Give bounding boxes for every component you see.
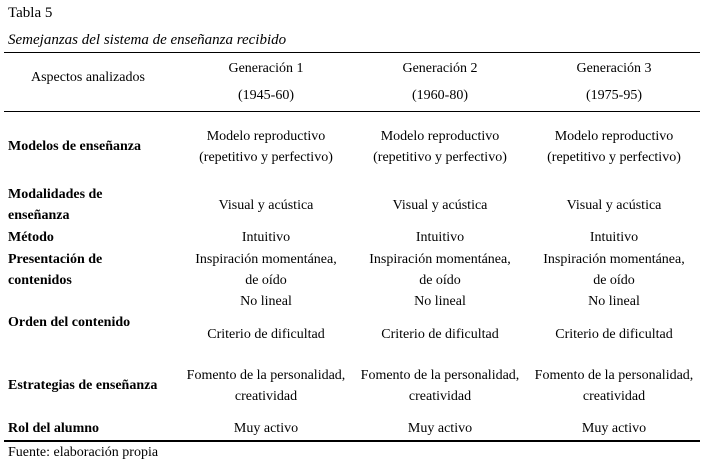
label-line: Presentación de: [8, 252, 103, 267]
cell-modelos-g3: [528, 126, 700, 168]
cell-text: Inspiración momentánea,: [369, 252, 511, 267]
label-line: contenidos: [8, 273, 72, 288]
table-source: Fuente: elaboración propia: [8, 445, 159, 460]
cell-orden-g3: Criterio de dificultad: [555, 327, 673, 342]
generation-2-years: (1960-80): [412, 88, 468, 103]
generation-3-name: Generación 3: [576, 61, 652, 76]
cell-text: creatividad: [408, 389, 472, 404]
top-rule: [4, 52, 700, 53]
cell-orden-g1: Criterio de dificultad: [207, 327, 325, 342]
header-aspects: Aspectos analizados: [31, 70, 145, 85]
cell-text: Modelo reproductivo: [380, 129, 500, 144]
cell-text: Inspiración momentánea,: [195, 252, 337, 267]
row-label-orden: Orden del contenido: [8, 315, 131, 330]
cell-modelos-g1: [180, 126, 352, 168]
header-generation-3: [528, 58, 700, 106]
cell-rol-g3: Muy activo: [581, 421, 647, 436]
cell-orden-g2: Criterio de dificultad: [381, 327, 499, 342]
row-label-metodo: Método: [8, 230, 54, 245]
label-line: Modalidades de: [8, 187, 103, 202]
cell-text: Inspiración momentánea,: [543, 252, 685, 267]
cell-text: de oído: [419, 273, 461, 288]
cell-rol-g2: Muy activo: [407, 421, 473, 436]
bottom-rule: [4, 440, 700, 442]
cell-rol-g1: Muy activo: [233, 421, 299, 436]
cell-modalidades-g1: Visual y acústica: [218, 198, 314, 213]
cell-presentacion-g3: [528, 249, 700, 312]
cell-text: Modelo reproductivo: [206, 129, 326, 144]
cell-modelos-g2: [354, 126, 526, 168]
cell-presentacion-g2: [354, 249, 526, 312]
cell-text: de oído: [593, 273, 635, 288]
row-label-rol: Rol del alumno: [8, 421, 100, 436]
cell-text: Fomento de la personalidad,: [534, 368, 694, 383]
row-label-modalidades: [8, 184, 103, 226]
cell-text: No lineal: [240, 294, 292, 309]
cell-text: (repetitivo y perfectivo): [547, 150, 681, 165]
cell-metodo-g3: Intuitivo: [589, 230, 639, 245]
cell-text: Fomento de la personalidad,: [360, 368, 520, 383]
row-label-presentacion: [8, 249, 102, 291]
header-generation-1: [180, 58, 352, 106]
cell-estrategias-g2: [354, 365, 526, 407]
row-label-estrategias: Estrategias de enseñanza: [8, 378, 158, 393]
generation-2-name: Generación 2: [402, 61, 478, 76]
cell-text: No lineal: [588, 294, 640, 309]
cell-text: creatividad: [234, 389, 298, 404]
cell-text: No lineal: [414, 294, 466, 309]
header-rule: [4, 111, 700, 112]
generation-1-years: (1945-60): [238, 88, 294, 103]
cell-presentacion-g1: [180, 249, 352, 312]
generation-1-name: Generación 1: [228, 61, 304, 76]
table-subtitle: Semejanzas del sistema de enseñanza recibido: [8, 32, 287, 48]
cell-metodo-g1: Intuitivo: [241, 230, 291, 245]
cell-text: de oído: [245, 273, 287, 288]
cell-text: (repetitivo y perfectivo): [199, 150, 333, 165]
cell-modalidades-g2: Visual y acústica: [392, 198, 488, 213]
table-title: Tabla 5: [8, 5, 53, 21]
label-line: enseñanza: [8, 208, 70, 223]
cell-metodo-g2: Intuitivo: [415, 230, 465, 245]
cell-text: Modelo reproductivo: [554, 129, 674, 144]
header-generation-2: [354, 58, 526, 106]
cell-text: creatividad: [582, 389, 646, 404]
generation-3-years: (1975-95): [586, 88, 642, 103]
cell-text: (repetitivo y perfectivo): [373, 150, 507, 165]
cell-estrategias-g1: [180, 365, 352, 407]
cell-modalidades-g3: Visual y acústica: [566, 198, 662, 213]
row-label-modelos: Modelos de enseñanza: [8, 139, 141, 154]
cell-text: Fomento de la personalidad,: [186, 368, 346, 383]
cell-estrategias-g3: [528, 365, 700, 407]
